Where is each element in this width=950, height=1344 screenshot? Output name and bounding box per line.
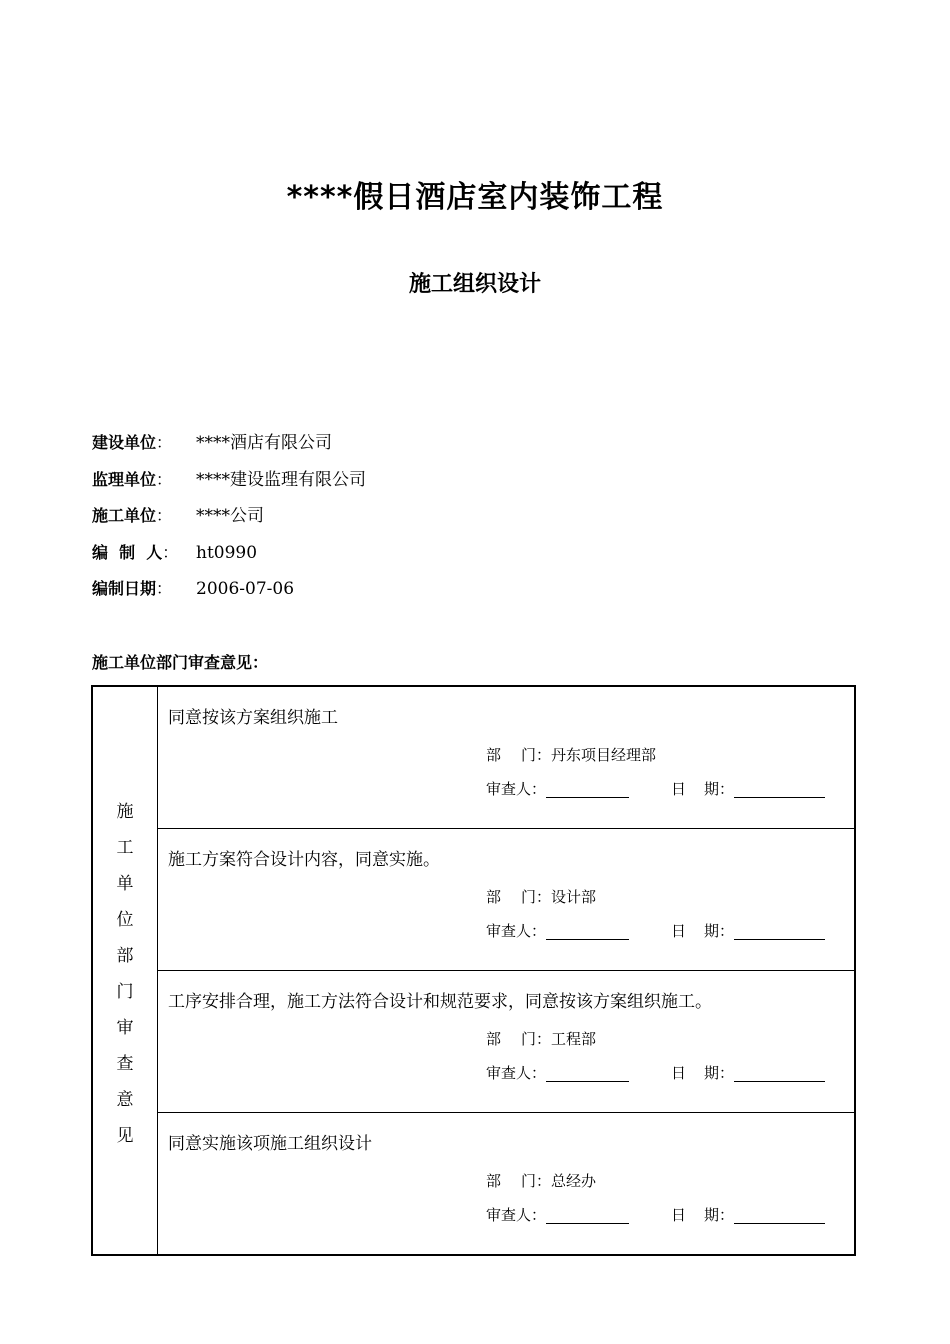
dept-label-a: 部: [486, 746, 502, 764]
review-opinion: 同意按该方案组织施工: [168, 708, 338, 728]
info-row-contractor: [92, 498, 852, 535]
document-subtitle: 施工组织设计: [408, 272, 541, 297]
date-label-b: 期：: [704, 922, 735, 940]
review-opinion: 施工方案符合设计内容，同意实施。: [168, 850, 440, 870]
info-value: ****公司: [196, 506, 264, 526]
reviewer-label: 审查人：: [486, 1206, 547, 1224]
dept-label-b: 门：: [521, 1030, 552, 1048]
date-blank[interactable]: [734, 1205, 825, 1224]
info-value: ****酒店有限公司: [196, 433, 332, 453]
side-label: 施工单位部门审查意见: [116, 801, 134, 1146]
review-opinion: 工序安排合理，施工方法符合设计和规范要求，同意按该方案组织施工。: [168, 992, 712, 1012]
department-value: 丹东项目经理部: [551, 746, 657, 764]
review-heading: 施工单位部门审查意见：: [92, 653, 269, 672]
department-line: [486, 885, 596, 909]
date-label-a: 日: [671, 1206, 687, 1224]
department-value: 设计部: [551, 888, 597, 906]
reviewer-label: 审查人：: [486, 780, 547, 798]
reviewer-blank[interactable]: [546, 779, 629, 798]
date-label-b: 期：: [704, 780, 735, 798]
review-opinion: 同意实施该项施工组织设计: [168, 1134, 372, 1154]
reviewer-blank[interactable]: [546, 1063, 629, 1082]
department-value: 工程部: [551, 1030, 597, 1048]
info-row-author: [92, 535, 852, 572]
date-blank[interactable]: [734, 1063, 825, 1082]
info-colon: ：: [156, 506, 173, 525]
info-label: 监理单位: [92, 469, 157, 489]
info-label: 编 制 人: [92, 542, 163, 562]
project-info: [92, 425, 852, 608]
document-title: ****假日酒店室内装饰工程: [286, 180, 664, 215]
department-line: [486, 743, 656, 767]
department-line: [486, 1169, 596, 1193]
signature-line: [486, 1203, 825, 1227]
info-row-date: [92, 571, 852, 608]
info-row-supervisor: [92, 462, 852, 499]
date-blank[interactable]: [734, 779, 825, 798]
dept-label-a: 部: [486, 1030, 502, 1048]
info-value: ht0990: [196, 542, 258, 563]
reviewer-blank[interactable]: [546, 1205, 629, 1224]
review-row: [158, 687, 854, 829]
date-label-a: 日: [671, 1064, 687, 1082]
signature-line: [486, 777, 825, 801]
review-row: [158, 971, 854, 1113]
info-value: 2006-07-06: [196, 579, 295, 599]
review-table: [91, 685, 856, 1256]
date-label-a: 日: [671, 922, 687, 940]
info-colon: ：: [156, 433, 173, 452]
reviewer-blank[interactable]: [546, 921, 629, 940]
review-row: [158, 829, 854, 971]
dept-label-a: 部: [486, 888, 502, 906]
signature-line: [486, 1061, 825, 1085]
info-label: 建设单位: [92, 433, 157, 452]
department-line: [486, 1027, 596, 1051]
dept-label-b: 门：: [521, 746, 552, 764]
info-label: 编制日期: [92, 579, 157, 598]
date-blank[interactable]: [734, 921, 825, 940]
date-label-b: 期：: [704, 1206, 735, 1224]
department-value: 总经办: [551, 1172, 597, 1190]
info-row-client: [92, 425, 852, 462]
dept-label-b: 门：: [521, 1172, 552, 1190]
info-colon: ：: [162, 542, 179, 562]
info-colon: ：: [156, 579, 173, 598]
info-colon: ：: [156, 469, 173, 489]
date-label-a: 日: [671, 780, 687, 798]
dept-label-a: 部: [486, 1172, 502, 1190]
reviewer-label: 审查人：: [486, 922, 547, 940]
signature-line: [486, 919, 825, 943]
review-row: [158, 1113, 854, 1254]
dept-label-b: 门：: [521, 888, 552, 906]
date-label-b: 期：: [704, 1064, 735, 1082]
side-column: [93, 687, 158, 1254]
info-label: 施工单位: [92, 506, 157, 525]
reviewer-label: 审查人：: [486, 1064, 547, 1082]
review-rows: [158, 687, 854, 1254]
info-value: ****建设监理有限公司: [196, 469, 366, 490]
